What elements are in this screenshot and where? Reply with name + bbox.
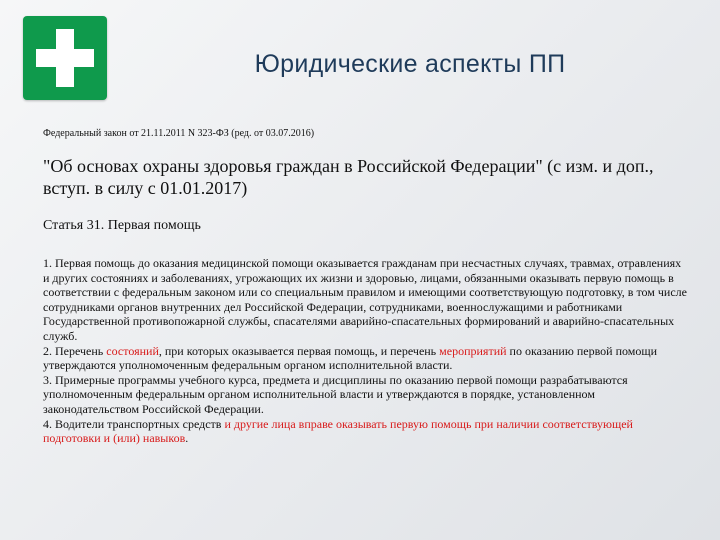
law-name: "Об основах охраны здоровья граждан в Российской Федерации" (с изм. и доп., вступ. в силу с 01.01.2017) (43, 156, 654, 198)
paragraph-2-text-b: , при которых оказывается первая помощь, и перечень (158, 343, 440, 358)
first-aid-logo (23, 16, 107, 100)
highlight-measures: мероприятий (439, 343, 507, 358)
paragraph-2-text-a: 2. Перечень (43, 343, 107, 358)
slide-title: Юридические аспекты ПП (254, 50, 566, 78)
article-body (43, 256, 688, 446)
article-title: Статья 31. Первая помощь (43, 218, 201, 233)
law-reference: Федеральный закон от 21.11.2011 N 323-ФЗ (ред. от 03.07.2016) (43, 128, 315, 139)
paragraph-2 (43, 344, 688, 373)
first-aid-cross-icon (23, 16, 107, 100)
paragraph-4-text-b: . (185, 431, 189, 446)
highlight-states: состояний (106, 343, 159, 358)
highlight-other-persons: и другие лица вправе оказывать первую помощь при наличии соответствующей подготовки и (или) навыков (43, 416, 633, 446)
paragraph-3: 3. Примерные программы учебного курса, предмета и дисциплины по оказанию первой помощи разрабатываются уполномоченным федеральным органом исполнительной власти и утверждаются в порядке, установленном законодательством Российской Федерации. (43, 372, 628, 416)
paragraph-4 (43, 417, 688, 446)
paragraph-4-text-a: 4. Водители транспортных средств (43, 416, 225, 431)
paragraph-1: 1. Первая помощь до оказания медицинской помощи оказывается гражданам при несчастных случаях, травмах, отравлениях и других состояниях и заболеваниях, угрожающих их жизни и здоровью, лицами, обязанными оказывать первую помощь в соответствии с федеральным законом или со специальным правилом и имеющими соответствующую подготовку, в том числе сотрудниками органов внутренних дел Российской Федерации, сотрудниками, военнослужащими и работниками Государственной противопожарной службы, спасателями аварийно-спасательных формирований и аварийно-спасательных служб. (43, 256, 687, 343)
paragraph-2-text-c: по оказанию первой помощи утверждаются уполномоченным федеральным органом исполнительной власти. (43, 343, 658, 373)
